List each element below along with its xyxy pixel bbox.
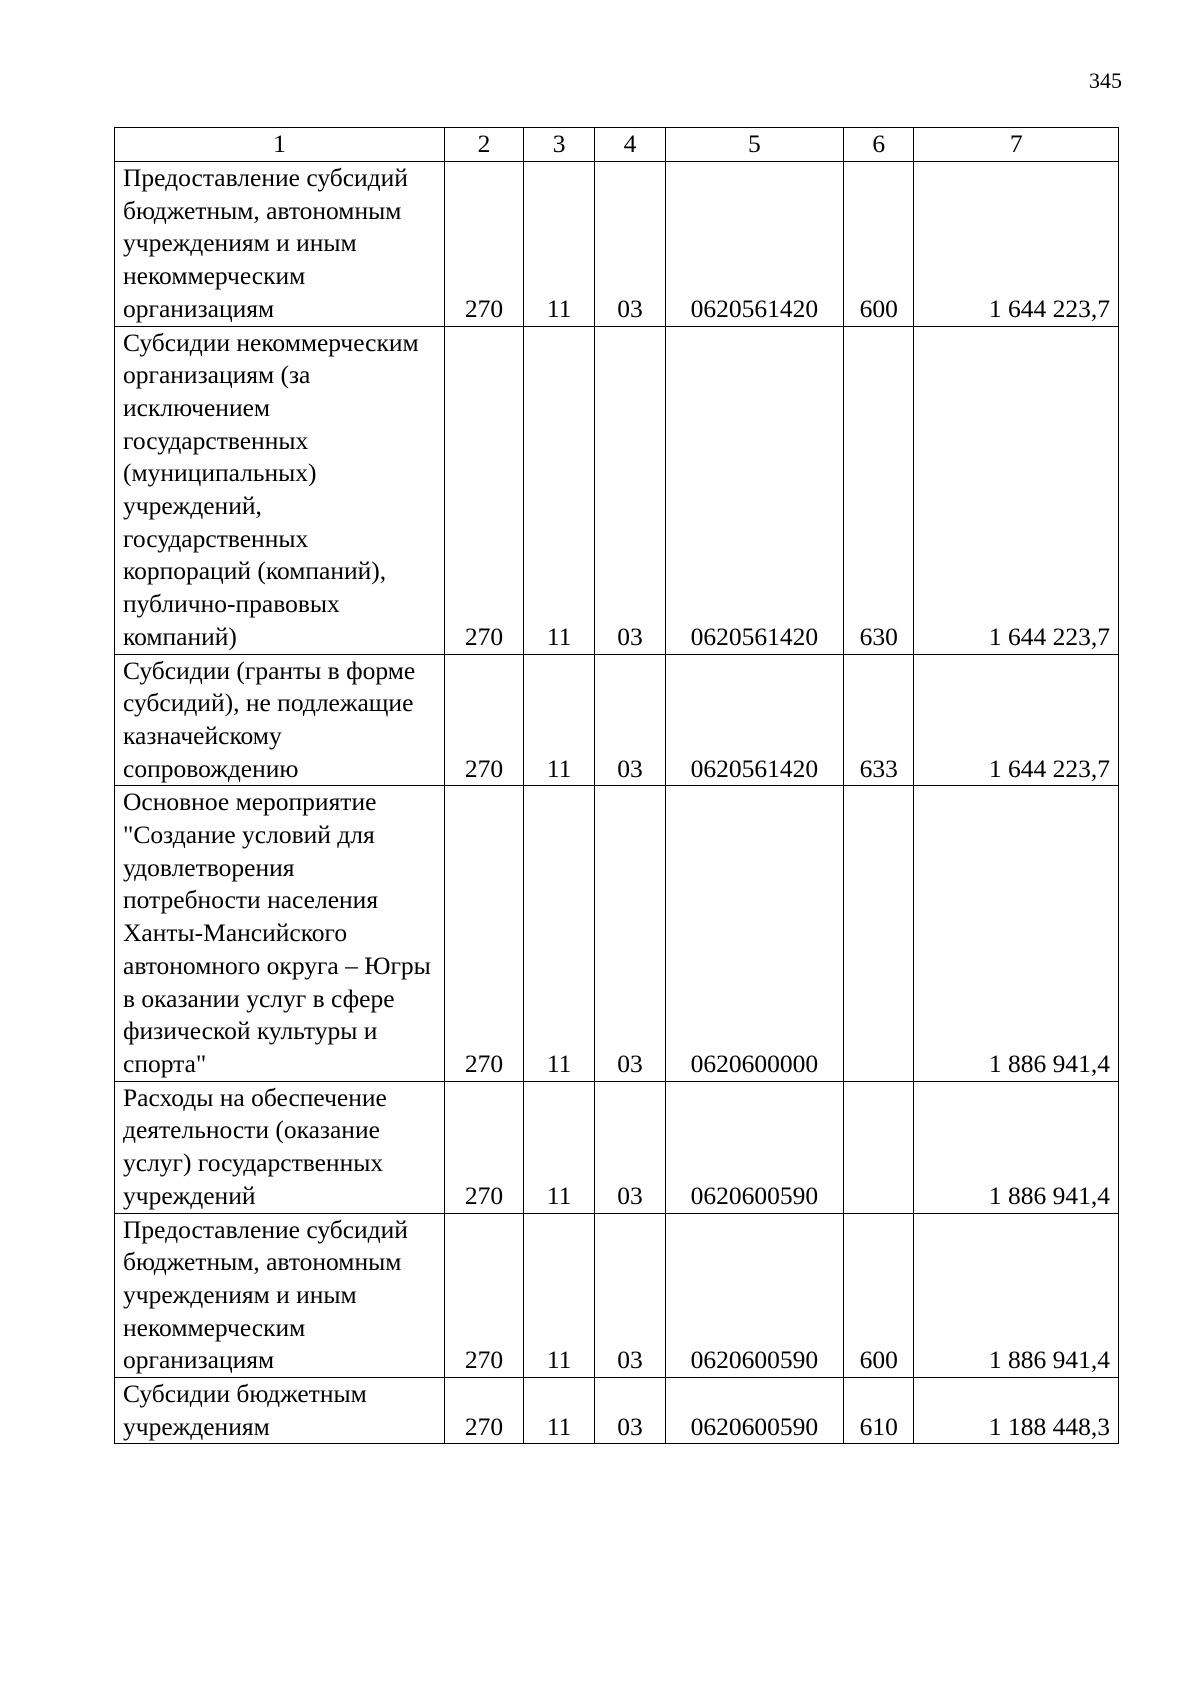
column-header: 6 [844, 128, 914, 162]
target-article-cell: 0620600590 [665, 1081, 844, 1213]
item-name-cell: Предоставление субсидий бюджетным, автономным учреждениям и иным некоммерческим организациям [115, 1213, 445, 1378]
ministry-code-cell: 270 [444, 786, 523, 1081]
item-name-cell: Субсидии (гранты в форме субсидий), не подлежащие казначейскому сопровождению [115, 654, 445, 786]
subsection-cell: 03 [595, 326, 665, 654]
target-article-cell: 0620561420 [665, 654, 844, 786]
expense-type-cell: 600 [844, 162, 914, 327]
table-row [115, 654, 1119, 786]
column-header: 2 [444, 128, 523, 162]
section-cell: 11 [523, 1081, 594, 1213]
column-header: 5 [665, 128, 844, 162]
item-name-cell: Субсидии бюджетным учреждениям [115, 1378, 445, 1444]
amount-cell: 1 188 448,3 [914, 1378, 1119, 1444]
column-header: 1 [115, 128, 445, 162]
section-cell: 11 [523, 326, 594, 654]
expense-type-cell: 633 [844, 654, 914, 786]
section-cell: 11 [523, 1213, 594, 1378]
subsection-cell: 03 [595, 1378, 665, 1444]
amount-cell: 1 644 223,7 [914, 654, 1119, 786]
amount-cell: 1 886 941,4 [914, 1081, 1119, 1213]
expense-type-cell: 600 [844, 1213, 914, 1378]
ministry-code-cell: 270 [444, 654, 523, 786]
item-name-cell: Субсидии некоммерческим организациям (за исключением государственных (муниципальных) учреждений, государственных корпораций (компаний), публично-правовых компаний) [115, 326, 445, 654]
ministry-code-cell: 270 [444, 1081, 523, 1213]
table-row [115, 326, 1119, 654]
target-article-cell: 0620600590 [665, 1378, 844, 1444]
amount-cell: 1 886 941,4 [914, 1213, 1119, 1378]
table-row [115, 786, 1119, 1081]
table-row [115, 162, 1119, 327]
table-row [115, 1378, 1119, 1444]
expense-type-cell: 630 [844, 326, 914, 654]
expense-type-cell: 610 [844, 1378, 914, 1444]
subsection-cell: 03 [595, 786, 665, 1081]
table-row [115, 1081, 1119, 1213]
amount-cell: 1 644 223,7 [914, 326, 1119, 654]
column-header: 4 [595, 128, 665, 162]
amount-cell: 1 644 223,7 [914, 162, 1119, 327]
column-header: 3 [523, 128, 594, 162]
subsection-cell: 03 [595, 1081, 665, 1213]
section-cell: 11 [523, 654, 594, 786]
ministry-code-cell: 270 [444, 1378, 523, 1444]
target-article-cell: 0620600000 [665, 786, 844, 1081]
ministry-code-cell: 270 [444, 326, 523, 654]
section-cell: 11 [523, 162, 594, 327]
page-number: 345 [1089, 68, 1122, 93]
expense-type-cell [844, 1081, 914, 1213]
expense-type-cell [844, 786, 914, 1081]
ministry-code-cell: 270 [444, 1213, 523, 1378]
header-row [115, 128, 1119, 162]
ministry-code-cell: 270 [444, 162, 523, 327]
budget-table [114, 127, 1119, 1444]
section-cell: 11 [523, 786, 594, 1081]
target-article-cell: 0620561420 [665, 326, 844, 654]
target-article-cell: 0620600590 [665, 1213, 844, 1378]
subsection-cell: 03 [595, 162, 665, 327]
target-article-cell: 0620561420 [665, 162, 844, 327]
amount-cell: 1 886 941,4 [914, 786, 1119, 1081]
item-name-cell: Основное мероприятие "Создание условий для удовлетворения потребности населения Ханты-Мансийского автономного округа – Югры в оказании услуг в сфере физической культуры и спорта" [115, 786, 445, 1081]
subsection-cell: 03 [595, 654, 665, 786]
table-row [115, 1213, 1119, 1378]
column-header: 7 [914, 128, 1119, 162]
item-name-cell: Расходы на обеспечение деятельности (оказание услуг) государственных учреждений [115, 1081, 445, 1213]
item-name-cell: Предоставление субсидий бюджетным, автономным учреждениям и иным некоммерческим организациям [115, 162, 445, 327]
section-cell: 11 [523, 1378, 594, 1444]
subsection-cell: 03 [595, 1213, 665, 1378]
